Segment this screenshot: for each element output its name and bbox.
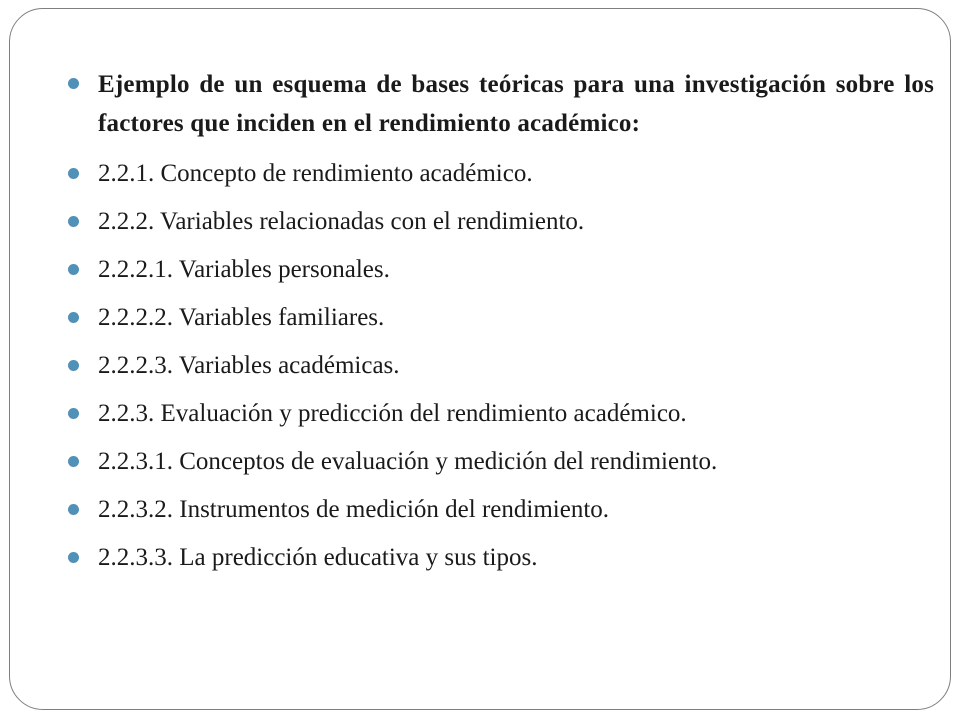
bullet-icon — [68, 456, 79, 467]
bullet-icon — [68, 264, 79, 275]
outline-heading-item — [68, 65, 934, 143]
list-item-text: 2.2.3.2. Instrumentos de medición del rendimiento. — [98, 496, 610, 523]
list-item — [68, 443, 934, 481]
bullet-icon — [68, 504, 79, 515]
list-item-text: 2.2.2. Variables relacionadas con el rendimiento. — [98, 208, 585, 235]
list-item — [68, 539, 934, 577]
bullet-icon — [68, 216, 79, 227]
list-item — [68, 155, 934, 193]
bullet-icon — [68, 360, 79, 371]
slide-frame — [9, 8, 951, 710]
list-item — [68, 395, 934, 433]
list-item-text: 2.2.3.1. Conceptos de evaluación y medición del rendimiento. — [98, 448, 718, 475]
list-item — [68, 203, 934, 241]
list-item-text: 2.2.3.3. La predicción educativa y sus tipos. — [98, 544, 538, 571]
bullet-icon — [68, 312, 79, 323]
list-item-text: 2.2.2.2. Variables familiares. — [98, 304, 385, 331]
list-item — [68, 251, 934, 289]
list-item — [68, 299, 934, 337]
bullet-icon — [68, 168, 79, 179]
bullet-icon — [68, 78, 79, 89]
outline-list — [68, 65, 934, 587]
list-item — [68, 491, 934, 529]
list-item-text: 2.2.1. Concepto de rendimiento académico. — [98, 160, 533, 187]
bullet-icon — [68, 408, 79, 419]
outline-heading: Ejemplo de un esquema de bases teóricas para una investigación sobre los factores que inciden en el rendimiento académico: — [98, 71, 934, 137]
list-item-text: 2.2.2.1. Variables personales. — [98, 256, 390, 283]
list-item-text: 2.2.2.3. Variables académicas. — [98, 352, 400, 379]
list-item — [68, 347, 934, 385]
bullet-icon — [68, 552, 79, 563]
list-item-text: 2.2.3. Evaluación y predicción del rendimiento académico. — [98, 400, 687, 427]
